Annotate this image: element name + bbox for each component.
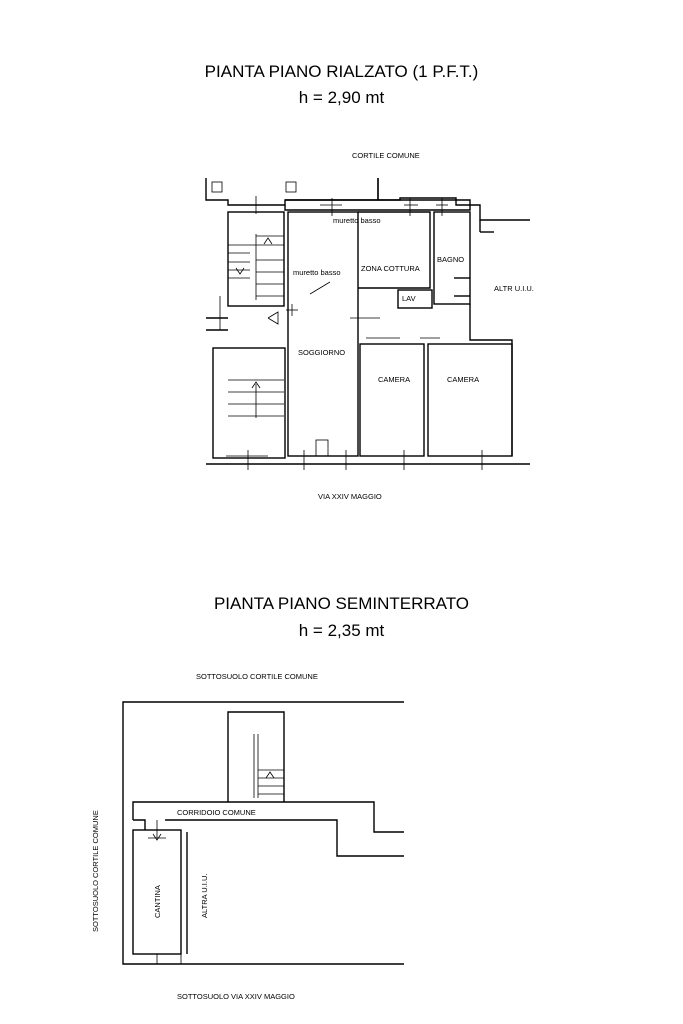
corridor-label: CORRIDOIO COMUNE — [177, 808, 256, 817]
laundry-label: LAV — [402, 294, 416, 303]
living-room-label: SOGGIORNO — [298, 348, 346, 357]
bedroom-label-2: CAMERA — [447, 375, 480, 384]
low-wall-label-1: muretto basso — [333, 216, 381, 225]
ground-floor-title: PIANTA PIANO RIALZATO (1 P.F.T.) — [204, 62, 479, 81]
low-wall-label-2: muretto basso — [293, 268, 341, 277]
courtyard-label: CORTILE COMUNE — [352, 151, 420, 160]
ground-floor-height: h = 2,90 mt — [298, 88, 385, 107]
other-unit-basement-label: ALTRA U.I.U. — [200, 873, 209, 918]
street-label: VIA XXIV MAGGIO — [318, 492, 382, 501]
bedroom-label-1: CAMERA — [378, 375, 411, 384]
other-unit-label: ALTR U.I.U. — [494, 284, 534, 293]
basement-height: h = 2,35 mt — [298, 621, 385, 640]
basement-courtyard-top-label: SOTTOSUOLO CORTILE COMUNE — [196, 672, 318, 681]
basement-courtyard-side-label: SOTTOSUOLO CORTILE COMUNE — [91, 810, 100, 932]
basement-street-label: SOTTOSUOLO VIA XXIV MAGGIO — [177, 992, 295, 1001]
cellar-label: CANTINA — [153, 885, 162, 918]
bathroom-label: BAGNO — [437, 255, 465, 264]
kitchen-zone-label: ZONA COTTURA — [361, 264, 420, 273]
basement-title: PIANTA PIANO SEMINTERRATO — [213, 594, 470, 613]
